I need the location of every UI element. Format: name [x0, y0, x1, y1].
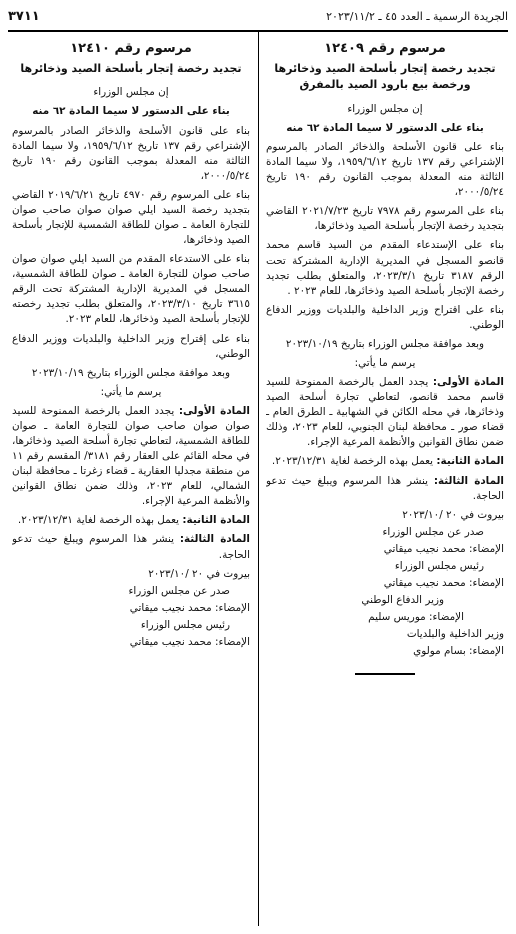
- recital-4: بناء على إقتراح وزير الداخلية والبلديات ووزير الدفاع الوطني،: [12, 332, 250, 360]
- signature-3: الإمضاء: موريس سليم: [368, 611, 464, 624]
- end-mark: [266, 665, 504, 680]
- gazette-issue: الجريدة الرسمية ـ العدد ٤٥ ـ ٢٠٢٣/١١/٢: [326, 10, 508, 24]
- decrees-line: يرسم ما يأتي:: [100, 385, 162, 398]
- article-3: [12, 532, 250, 562]
- decree-12409: [266, 36, 504, 926]
- article-3: [266, 474, 504, 504]
- signature-1: الإمضاء: محمد نجيب ميقاتي: [129, 601, 250, 614]
- signature-2: الإمضاء: محمد نجيب ميقاتي: [383, 577, 504, 590]
- column-divider: [258, 32, 259, 926]
- recital-2: بناء على المرسوم رقم ٤٩٧٠ تاريخ ٢٠١٩/٦/٢١ القاضي بتجديد رخصة السيد ايلي صوان صوان صاحب صوان للتجارة العامة ـ صوان للطاقة الشمسية للإتجار بأسلحة الصيد وذخائرها،: [12, 188, 250, 247]
- recital-2: بناء على المرسوم رقم ٧٩٧٨ تاريخ ٢٠٢١/٧/٢٣ القاضي بتجديد رخصة الإتجار بأسلحة الصيد وذخائرها،: [266, 205, 504, 233]
- article-2: [12, 513, 250, 528]
- article-3-label: المادة الثالثة:: [433, 474, 504, 487]
- authority: إن مجلس الوزراء: [347, 102, 423, 115]
- pm-title: رئيس مجلس الوزراء: [394, 559, 484, 572]
- page-header: [8, 6, 508, 28]
- issued-by: صدر عن مجلس الوزراء: [382, 525, 484, 538]
- decree-subject: تجديد رخصة إتجار بأسلحة الصيد وذخائرها: [20, 61, 242, 75]
- article-1: [12, 404, 250, 510]
- constitution-clause: بناء على الدستور لا سيما المادة ٦٢ منه: [286, 121, 484, 134]
- recital-3: بناء على الاستدعاء المقدم من السيد ايلي صوان صوان صاحب صوان للتجارة العامة ـ صوان للطاقة الشمسية، المسجل في المديرية الإدارية المشتركة تحت الرقم ٣٦١٥ تاريخ ٢٠٢٣/٣/١٠، والمتعلق بطلب تجديد رخصته للإتجار بأسلحة الصيد وذخائرها، للعام ٢٠٢٣.: [12, 253, 250, 326]
- article-1-text: يجدد العمل بالرخصة الممنوحة للسيد قاسم محمد قانصو، لتعاطي تجارة أسلحة الصيد وذخائرها، في محله الكائن في الشهابية ـ الطرق العام ـ قضاء صور ـ محافظة لبنان الجنوبي، للعام ٢٠٢٣، وذلك ضمن نطاق القوانين والأنظمة المرعية الإجراء.: [266, 376, 504, 449]
- decree-12410: [12, 36, 250, 926]
- signature-2: الإمضاء: محمد نجيب ميقاتي: [129, 635, 250, 648]
- issued-by: صدر عن مجلس الوزراء: [128, 584, 230, 597]
- article-1: [266, 375, 504, 450]
- pm-title: رئيس مجلس الوزراء: [140, 618, 230, 631]
- recital-4: بناء على اقتراح وزير الداخلية والبلديات ووزير الدفاع الوطني.: [266, 303, 504, 331]
- constitution-clause: بناء على الدستور لا سيما المادة ٦٢ منه: [32, 105, 230, 118]
- article-1-label: المادة الأولى:: [178, 404, 250, 417]
- article-2-text: يعمل بهذه الرخصة لغاية ٢٠٢٣/١٢/٣١.: [17, 514, 183, 527]
- signature-1: الإمضاء: محمد نجيب ميقاتي: [383, 542, 504, 555]
- decree-title: مرسوم رقم ١٢٤١٠: [70, 41, 192, 56]
- approval: وبعد موافقة مجلس الوزراء بتاريخ ٢٠٢٣/١٠/١٩: [285, 337, 485, 350]
- signature-4: الإمضاء: بسام مولوي: [413, 645, 504, 658]
- recital-1: بناء على قانون الأسلحة والذخائر الصادر بالمرسوم الإشتراعي رقم ١٣٧ تاريخ ١٩٥٩/٦/١٢، ولا سيما المادة الثالثة منه المعدلة بموجب القانون رقم ١٩٠ تاريخ ٢٠٠٠/٥/٢٤،: [266, 141, 504, 199]
- article-1-label: المادة الأولى:: [432, 376, 504, 389]
- approval: وبعد موافقة مجلس الوزراء بتاريخ ٢٠٢٣/١٠/١٩: [31, 366, 231, 379]
- article-3-text: ينشر هذا المرسوم ويبلغ حيث تدعو الحاجة.: [12, 533, 250, 561]
- decree-subject: تجديد رخصة إتجار بأسلحة الصيد وذخائرها ورخصة بيع بارود الصيد بالمفرق: [274, 61, 496, 92]
- decree-title: مرسوم رقم ١٢٤٠٩: [324, 41, 446, 56]
- place-date: بيروت في ٢٠ /٢٠٢٣/١٠: [148, 567, 250, 580]
- recital-3: بناء على الإستدعاء المقدم من السيد قاسم محمد قانصو المسجل في المديرية الإدارية المشتركة تحت الرقم ٣١٨٧ تاريخ ٢٠٢٣/٣/١، والمتعلق بطلب تجديد رخصة الإتجار بأسلحة الصيد وذخائرها، للعام ٢٠٢٣ .: [266, 239, 504, 297]
- article-2: [266, 454, 504, 469]
- article-3-text: ينشر هذا المرسوم ويبلغ حيث تدعو الحاجة.: [266, 474, 504, 502]
- defense-minister-title: وزير الدفاع الوطني: [361, 594, 444, 607]
- article-2-text: يعمل بهذه الرخصة لغاية ٢٠٢٣/١٢/٣١.: [271, 455, 437, 468]
- article-2-label: المادة الثانية:: [436, 455, 504, 468]
- article-1-text: يجدد العمل بالرخصة الممنوحة للسيد صوان صوان صاحب صوان للتجارة العامة ـ صوان للطاقة الشمسية، لتعاطي تجارة أسلحة الصيد وذخائرها، في محله القائم على العقار رقم ٣١٨١/ المقسم رقم ١١ من منطقة مجدليا العقارية ـ قضاء زغرتا ـ محافظة لبنان الشمالي، للعام ٢٠٢٣، وذلك ضمن نطاق القوانين والأنظمة المرعية الإجراء.: [12, 404, 250, 508]
- interior-minister-title: وزير الداخلية والبلديات: [406, 628, 504, 641]
- decrees-line: يرسم ما يأتي:: [354, 357, 416, 370]
- article-2-label: المادة الثانية:: [182, 514, 250, 527]
- page-number: ٣٧١١: [8, 8, 40, 24]
- authority: إن مجلس الوزراء: [93, 86, 169, 99]
- article-3-label: المادة الثالثة:: [179, 533, 250, 546]
- recital-1: بناء على قانون الأسلحة والذخائر الصادر بالمرسوم الإشتراعي رقم ١٣٧ تاريخ ١٩٥٩/٦/١٢، ولا سيما المادة الثالثة منه المعدلة بموجب القانون رقم ١٩٠ تاريخ ٢٠٠٠/٥/٢٤،: [12, 124, 250, 182]
- place-date: بيروت في ٢٠ /٢٠٢٣/١٠: [402, 508, 504, 521]
